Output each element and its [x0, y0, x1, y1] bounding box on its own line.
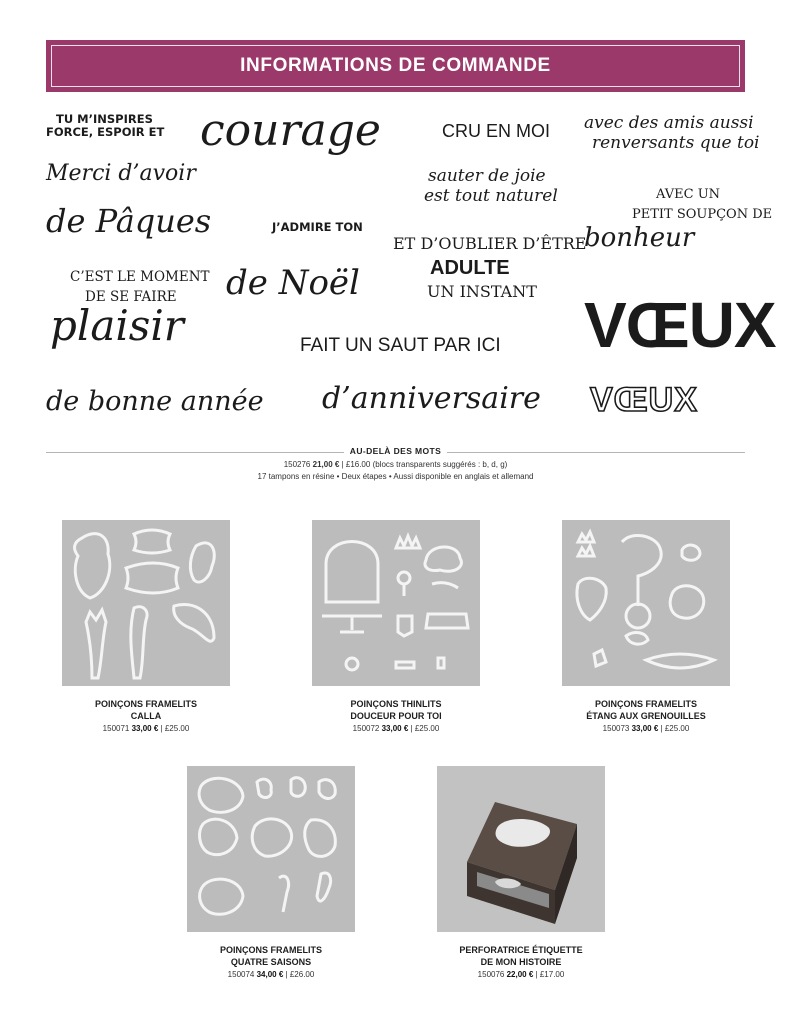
stamp-de-noel: de Noël [226, 263, 360, 303]
stamp-de-paques: de Pâques [46, 202, 212, 240]
stamp-cest-le-moment: C’EST LE MOMENT [70, 269, 210, 285]
stamp-voeux: VŒUX [584, 289, 776, 361]
stamp-petit-soupcon: PETIT SOUPÇON DE [632, 207, 773, 222]
section-title: INFORMATIONS DE COMMANDE [51, 45, 740, 87]
section-banner [46, 40, 745, 92]
stamp-sauter-de-joie: sauter de joie [428, 166, 546, 186]
stamp-set-price: 150276 21,00 € | £16.00 (blocs transparents suggérés : b, d, g) [283, 460, 508, 469]
product-image-quatre-saisons [187, 766, 355, 932]
product-name-calla: POINÇONS FRAMELITS CALLA [94, 699, 197, 721]
product-price-quatre-saisons: 150074 34,00 € | £26.00 [227, 970, 315, 979]
stamp-de-se-faire: DE SE FAIRE [85, 289, 177, 305]
product-name-perforatrice: PERFORATRICE ÉTIQUETTE DE MON HISTOIRE [459, 945, 583, 967]
product-price-calla: 150071 33,00 € | £25.00 [102, 724, 190, 733]
stamp-force-espoir: FORCE, ESPOIR ET [46, 125, 165, 139]
product-name-etang: POINÇONS FRAMELITS ÉTANG AUX GRENOUILLES [586, 699, 706, 721]
product-image-calla [62, 520, 230, 686]
stamp-est-tout-naturel: est tout naturel [424, 186, 558, 206]
stamp-bonheur: bonheur [584, 223, 695, 253]
stamp-avec-un: AVEC UN [656, 187, 721, 202]
stamp-cru-en-moi: CRU EN MOI [442, 121, 550, 141]
stamp-plaisir: plaisir [50, 301, 184, 350]
stamp-courage: courage [200, 105, 381, 156]
product-price-etang: 150073 33,00 € | £25.00 [602, 724, 690, 733]
product-name-douceur-pour-toi: POINÇONS THINLITS DOUCEUR POUR TOI [350, 699, 442, 721]
stamp-renversants: renversants que toi [592, 133, 760, 153]
product-price-douceur-pour-toi: 150072 33,00 € | £25.00 [352, 724, 440, 733]
product-image-perforatrice [437, 766, 605, 932]
stamp-set-description: 17 tampons en résine • Deux étapes • Aussi disponible en anglais et allemand [257, 472, 534, 481]
stamp-de-bonne-annee: de bonne année [46, 386, 264, 417]
stamp-danniversaire: d’anniversaire [322, 381, 541, 416]
stamp-et-doublier: ET D’OUBLIER D’ÊTRE [393, 234, 587, 253]
stamp-merci-davoir: Merci d’avoir [46, 161, 196, 186]
stamp-avec-des-amis: avec des amis aussi [584, 113, 754, 133]
product-price-perforatrice: 150076 22,00 € | £17.00 [477, 970, 565, 979]
product-name-quatre-saisons: POINÇONS FRAMELITS QUATRE SAISONS [219, 945, 322, 967]
stamp-tu-minspires: TU M’INSPIRES [56, 112, 153, 126]
product-image-etang [562, 520, 730, 686]
stamp-set-title: AU-DELÀ DES MOTS [0, 446, 791, 456]
stamp-voeux-outline: VŒUX [590, 381, 698, 419]
stamp-un-instant: UN INSTANT [427, 282, 537, 301]
stamp-fait-un-saut: FAIT UN SAUT PAR ICI [300, 335, 501, 356]
stamp-jadmire-ton: J’ADMIRE TON [272, 220, 363, 234]
product-image-douceur-pour-toi [312, 520, 480, 686]
stamp-adulte: ADULTE [430, 257, 510, 279]
